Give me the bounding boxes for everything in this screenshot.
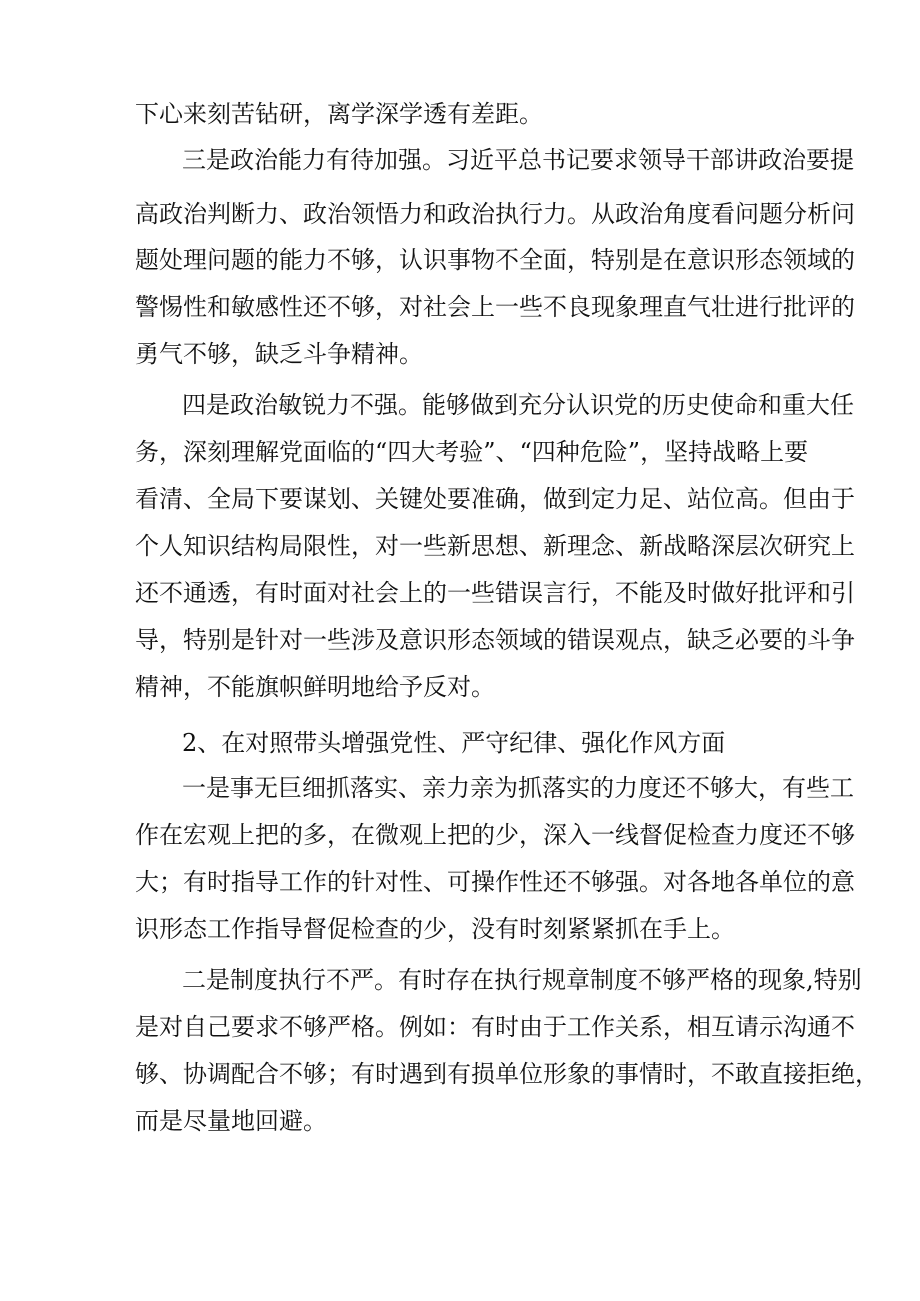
- text-line: 导，特别是针对一些涉及意识形态领域的错误观点，缺乏必要的斗争: [135, 626, 855, 654]
- paragraph-start-line: 二是制度执行不严。有时存在执行规章制度不够严格的现象,特别: [182, 966, 862, 994]
- paragraph-start-line: 四是政治敏锐力不强。能够做到充分认识党的历史使命和重大任: [182, 391, 854, 419]
- text-line: 作在宏观上把的多，在微观上把的少，深入一线督促检查力度还不够: [135, 821, 855, 849]
- paragraph-start-line: 三是政治能力有待加强。习近平总书记要求领导干部讲政治要提: [182, 146, 854, 174]
- text-line: 还不通透，有时面对社会上的一些错误言行，不能及时做好批评和引: [135, 579, 855, 607]
- text-line: 精神，不能旗帜鲜明地给予反对。: [135, 673, 495, 701]
- section-heading: 2、在对照带头增强党性、严守纪律、强化作风方面: [182, 729, 726, 757]
- text-line: 务，深刻理解党面临的“四大考验”、“四种危险”，坚持战略上要: [135, 438, 809, 466]
- text-line: 够、协调配合不够；有时遇到有损单位形象的事情时，不敢直接拒绝，: [135, 1060, 879, 1088]
- text-line: 个人知识结构局限性，对一些新思想、新理念、新战略深层次研究上: [135, 532, 855, 560]
- text-line: 题处理问题的能力不够，认识事物不全面，特别是在意识形态领域的: [135, 246, 855, 274]
- text-line: 看清、全局下要谋划、关键处要准确，做到定力足、站位高。但由于: [135, 485, 855, 513]
- text-line: 高政治判断力、政治领悟力和政治执行力。从政治角度看问题分析问: [135, 200, 855, 228]
- text-line: 而是尽量地回避。: [135, 1107, 327, 1135]
- text-line: 大；有时指导工作的针对性、可操作性还不够强。对各地各单位的意: [135, 868, 855, 896]
- text-line: 勇气不够，缺乏斗争精神。: [135, 340, 423, 368]
- text-line: 警惕性和敏感性还不够，对社会上一些不良现象理直气壮进行批评的: [135, 293, 855, 321]
- text-line: 识形态工作指导督促检查的少，没有时刻紧紧抓在手上。: [135, 915, 735, 943]
- text-line: 是对自己要求不够严格。例如：有时由于工作关系，相互请示沟通不: [135, 1013, 855, 1041]
- paragraph-start-line: 一是事无巨细抓落实、亲力亲为抓落实的力度还不够大，有些工: [182, 774, 854, 802]
- text-line: 下心来刻苦钻研，离学深学透有差距。: [135, 100, 543, 128]
